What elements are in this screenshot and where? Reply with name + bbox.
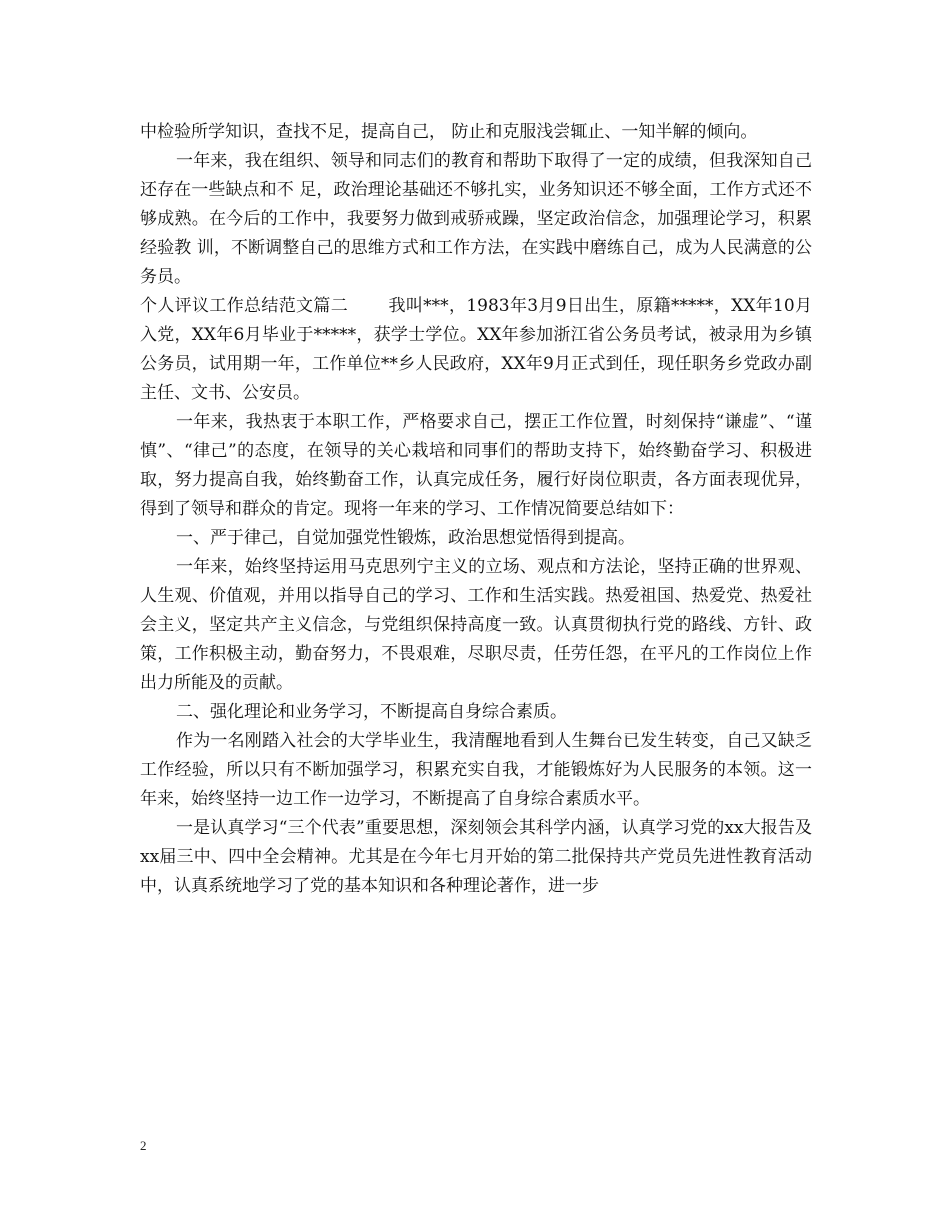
paragraph-9: 一是认真学习“三个代表”重要思想，深刻领会其科学内涵，认真学习党的xx大报告及xx届三中、四中全会精神。尤其是在今年七月开始的第二批保持共产党员先进性教育活动中，认真系统地学习了党的基本知识和各种理论著作，进一步: [140, 818, 812, 896]
paragraph-1: 中检验所学知识，查找不足，提高自己， 防止和克服浅尝辄止、一知半解的倾向。: [140, 122, 758, 142]
paragraph-6: 一年来，始终坚持运用马克思列宁主义的立场、观点和方法论，坚持正确的世界观、人生观、价值观，并用以指导自己的学习、工作和生活实践。热爱祖国、热爱党、热爱社会主义，坚定共产主义信念，与党组织保持高度一致。认真贯彻执行党的路线、方针、政策，工作积极主动，勤奋努力，不畏艰难，尽职尽责，任劳任怨，在平凡的工作岗位上作出力所能及的贡献。: [140, 557, 812, 693]
section-heading-1: 一、严于律己，自觉加强党性锻炼，政治思想觉悟得到提高。: [176, 528, 635, 548]
paragraph-2: 一年来，我在组织、领导和同志们的教育和帮助下取得了一定的成绩，但我深知自己还存在一些缺点和不 足，政治理论基础还不够扎实，业务知识还不够全面，工作方式还不够成熟。在今后的工作中，我要努力做到戒骄戒躁，坚定政治信念，加强理论学习，积累经验教 训，不断调整自己的思维方式和工作方法，在实践中磨练自己，成为人民满意的公务员。: [140, 151, 812, 287]
page-number: 2: [140, 1138, 147, 1153]
paragraph-8: 作为一名刚踏入社会的大学毕业生，我清醒地看到人生舞台已发生转变，自己又缺乏工作经验，所以只有不断加强学习，积累充实自我，才能锻炼好为人民服务的本领。这一年来，始终坚持一边工作一边学习，不断提高了自身综合素质水平。: [140, 731, 812, 809]
paragraph-4: 一年来，我热衷于本职工作，严格要求自己，摆正工作位置，时刻保持“谦虚”、“谨慎”、“律己”的态度，在领导的关心栽培和同事们的帮助支持下，始终勤奋学习、积极进取，努力提高自我，始终勤奋工作，认真完成任务，履行好岗位职责，各方面表现优异，得到了领导和群众的肯定。现将一年来的学习、工作情况简要总结如下：: [140, 412, 812, 519]
paragraph-3-section-title: 个人评议工作总结范文篇二 我叫***，1983年3月9日出生，原籍*****，XX年10月入党，XX年6月毕业于*****，获学士学位。XX年参加浙江省公务员考试，被录用为乡镇公务员，试用期一年，工作单位**乡人民政府，XX年9月正式到任，现任职务乡党政办副主任、文书、公安员。: [140, 296, 812, 403]
document-body: [140, 118, 812, 901]
section-heading-2: 二、强化理论和业务学习，不断提高自身综合素质。: [176, 702, 567, 722]
